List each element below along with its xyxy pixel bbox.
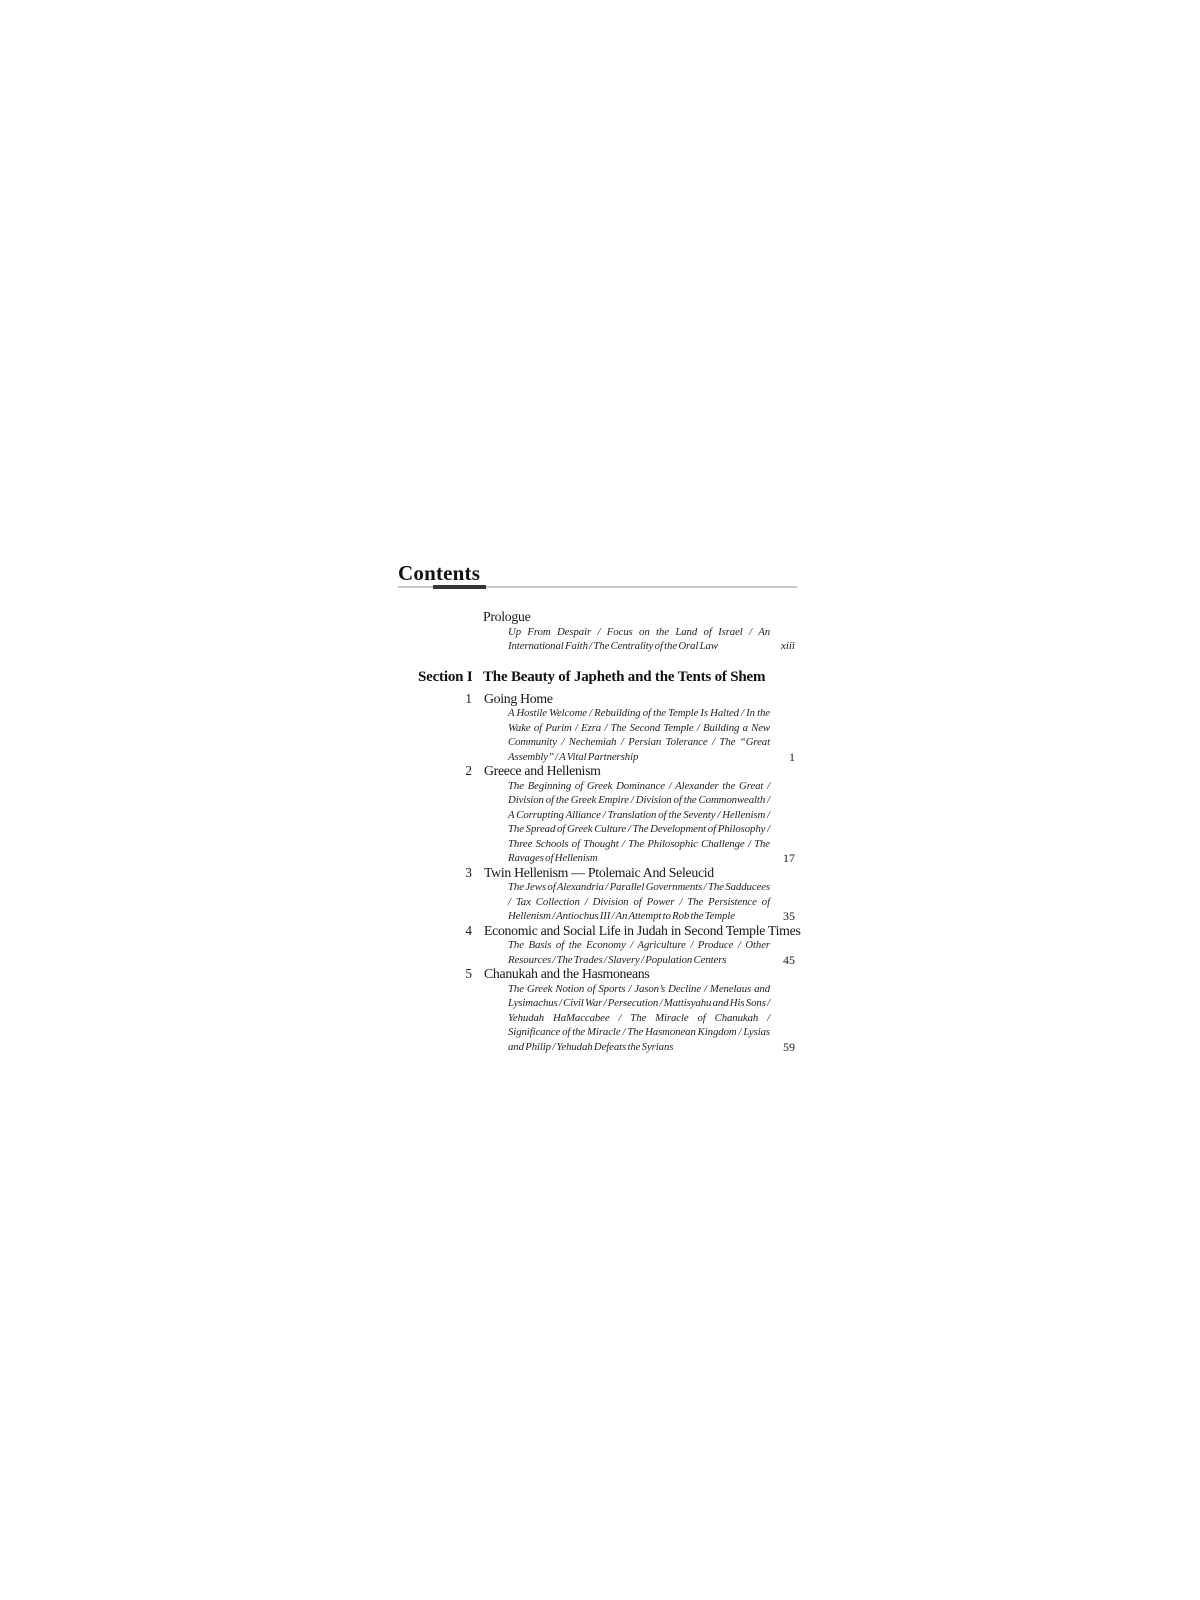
chapter-heading [398,922,801,939]
chapter-number: 2 [465,763,472,778]
chapter-description: A Hostile Welcome / Rebuilding of the Temple Is Halted / In the Wake of Purim / Ezra / The Second Temple / Building a New Community / Nechemiah / Persian Tolerance / The “Great Assembly” / A Vital Partnership [508,707,770,763]
chapter-number: 3 [465,864,472,880]
chapter-entry [398,692,797,765]
chapter-entry [398,922,801,968]
prologue-page-number: xiii [780,640,795,652]
divider-dark-segment [433,585,486,589]
chapter-page-number: 45 [783,952,795,967]
chapter-entry [398,764,797,866]
chapter-entry [398,967,797,1054]
chapter-heading [398,866,797,881]
title-divider-rule [398,586,797,589]
chapter-title: Twin Hellenism — Ptolemaic And Seleucid [484,864,714,880]
chapter-title: Greece and Hellenism [484,763,601,778]
chapter-page-number: 1 [789,749,795,764]
chapter-description: The Beginning of Greek Dominance / Alexander the Great / Division of the Greek Empire / Division of the Commonwealth / A Corrupting Alliance / Translation of the Seventy / Hellenism / The Spread of Greek Culture / The Development of Philosophy / Three Schools of Thought / The Philosophic Challenge / The Ravages of Hellenism [508,779,770,864]
prologue-title: Prologue [483,609,531,624]
prologue-entry [398,610,797,654]
section-label: Section I [418,668,473,685]
chapter-title: Going Home [484,690,553,706]
table-of-contents [398,556,801,1054]
chapter-page-number: 59 [783,1039,795,1054]
chapter-number: 1 [465,690,472,706]
page-title: Contents [398,561,481,585]
section-heading [398,668,797,687]
chapter-title: Chanukah and the Hasmoneans [484,966,650,981]
chapter-list [398,690,801,1055]
chapter-number: 5 [465,966,472,981]
chapter-description: The Jews of Alexandria / Parallel Governments / The Sadducees / Tax Collection / Division of Power / The Persistence of Hellenism / Antiochus III / An Attempt to Rob the Temple [508,881,770,922]
chapter-heading [398,967,797,982]
chapter-number: 4 [465,922,472,938]
prologue-heading [398,610,797,625]
chapter-description: The Greek Notion of Sports / Jason’s Decline / Menelaus and Lysimachus / Civil War / Persecution / Mattisyahu and His Sons / Yehudah HaMaccabee / The Miracle of Chanukah / Significance of the Miracle / The Hasmonean Kingdom / Lysias and Philip / Yehudah Defeats the Syrians [508,982,770,1053]
chapter-entry [398,866,797,924]
chapter-heading [398,764,797,779]
chapter-title: Economic and Social Life in Judah in Second Temple Times [484,922,801,938]
section-title: The Beauty of Japheth and the Tents of Shem [483,668,766,685]
prologue-description: Up From Despair / Focus on the Land of Israel / An International Faith / The Centrality of the Oral Law [508,625,770,652]
chapter-page-number: 35 [783,909,795,923]
chapter-page-number: 17 [783,851,795,865]
chapter-description: The Basis of the Economy / Agriculture / Produce / Other Resources / The Trades / Slavery / Population Centers [508,939,770,966]
chapter-heading [398,692,797,707]
